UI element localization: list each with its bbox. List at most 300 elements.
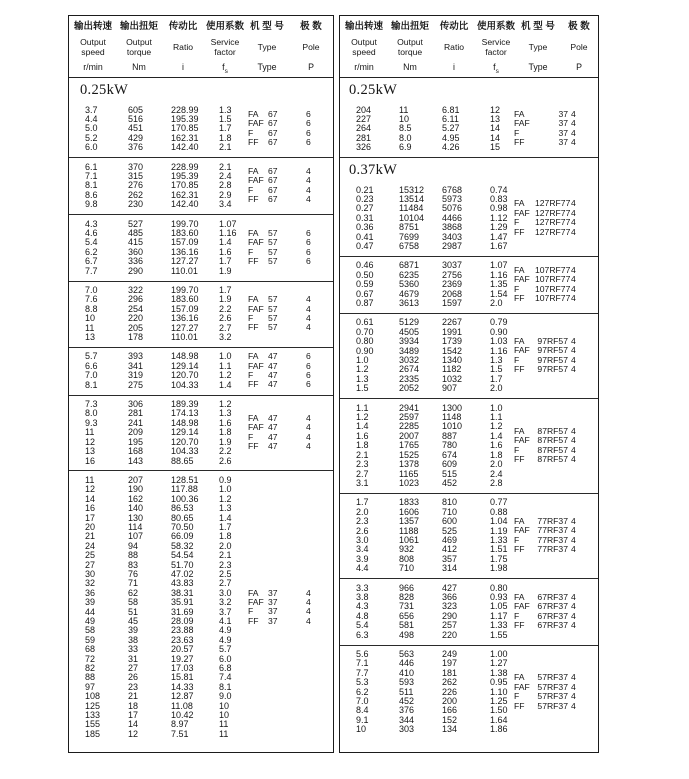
pole-value: 4	[306, 303, 311, 314]
service-factor-cell: 2.8	[490, 477, 503, 488]
output-torque-cell: 303	[399, 724, 415, 735]
ratio-cell: 88.65	[171, 455, 194, 466]
output-speed-cell: 281	[356, 132, 372, 143]
output-speed-cell: 2.7	[356, 468, 369, 479]
output-speed-cell: 3.3	[356, 582, 369, 593]
output-speed-cell: 4.4	[85, 113, 98, 124]
output-torque-cell: 2597	[399, 412, 420, 423]
ratio-cell: 228.99	[171, 161, 199, 172]
output-speed-cell: 13	[85, 332, 96, 343]
col-unit: Type	[528, 62, 548, 72]
output-torque-cell: 8.0	[399, 132, 412, 143]
pole-value: 4	[306, 175, 311, 186]
output-speed-cell: 1.0	[356, 355, 369, 366]
ratio-cell: 887	[442, 430, 458, 441]
type-model: FAF	[248, 175, 264, 186]
service-factor-cell: 2.2	[219, 303, 232, 314]
ratio-cell: 136.16	[171, 313, 199, 324]
output-torque-cell: 360	[128, 246, 144, 257]
col-unit: i	[453, 62, 455, 72]
output-speed-cell: 25	[85, 550, 96, 561]
output-torque-cell: 23	[128, 681, 139, 692]
output-torque-cell: 45	[128, 616, 139, 626]
type-size: 67RF37	[537, 601, 568, 612]
col-service-factor	[205, 20, 245, 75]
ratio-cell: 780	[442, 440, 458, 451]
service-factor-cell: 0.88	[490, 506, 508, 517]
output-torque-cell: 207	[128, 474, 144, 485]
output-speed-cell: 30	[85, 568, 96, 579]
pole-value: 4	[571, 265, 576, 276]
type-size: 97RF57	[537, 336, 568, 347]
type-model: F	[514, 283, 520, 294]
pole-value: 4	[571, 128, 576, 139]
output-speed-cell: 8.1	[85, 180, 98, 191]
output-speed-cell: 39	[85, 597, 96, 608]
type-pole-block	[245, 295, 311, 333]
type-model: FA	[514, 516, 525, 527]
pole-value: 4	[306, 413, 311, 424]
ratio-cell: 183.60	[171, 294, 199, 305]
ratio-cell: 226	[442, 686, 458, 697]
ratio-cell: 3868	[442, 222, 463, 233]
pole-value: 4	[571, 700, 576, 711]
service-factor-cell: 6.0	[219, 653, 232, 664]
output-torque-cell: 6758	[399, 240, 420, 251]
output-torque-cell: 511	[399, 686, 414, 697]
col-header-zh: 输出转速	[344, 21, 383, 32]
type-model: FAF	[248, 237, 264, 248]
ratio-cell: 189.39	[171, 399, 199, 410]
power-rating-title: 0.37kW	[349, 162, 398, 179]
type-model: FF	[514, 293, 525, 304]
output-torque-cell: 3032	[399, 355, 420, 366]
type-size: 37	[558, 128, 568, 139]
service-factor-cell: 2.5	[219, 568, 232, 579]
type-model: FF	[248, 194, 259, 205]
type-size: 67RF37	[537, 610, 568, 621]
ratio-cell: 66.09	[171, 531, 194, 542]
output-torque-cell: 336	[128, 256, 144, 267]
type-size: 127RF77	[535, 208, 571, 219]
pole-value: 4	[571, 516, 576, 527]
col-unit: Nm	[132, 62, 146, 72]
pole-value: 6	[306, 379, 311, 390]
col-header-zh: 使用系数	[205, 21, 244, 32]
type-model: F	[248, 246, 254, 257]
output-speed-cell: 0.23	[356, 193, 374, 204]
ratio-cell: 174.13	[171, 408, 199, 419]
ratio-cell: 120.70	[171, 370, 199, 381]
col-service-factor	[476, 20, 516, 75]
type-model: F	[248, 370, 254, 381]
service-factor-cell: 1.2	[219, 493, 232, 504]
pole-value: 4	[571, 601, 576, 612]
type-model: F	[248, 606, 254, 617]
output-speed-cell: 7.6	[85, 294, 98, 305]
service-factor-cell: 2.4	[219, 170, 232, 181]
ratio-cell: 181	[442, 667, 458, 678]
output-speed-cell: 6.0	[85, 142, 98, 153]
output-speed-cell: 0.90	[356, 345, 374, 356]
output-speed-cell: 9.3	[85, 417, 98, 428]
output-speed-cell: 4.3	[356, 601, 369, 612]
service-factor-cell: 1.3	[219, 104, 232, 115]
pole-value: 4	[571, 118, 576, 129]
service-factor-cell: 3.7	[219, 606, 232, 617]
service-factor-cell: 1.51	[490, 544, 508, 555]
service-factor-cell: 10	[219, 710, 230, 721]
type-model: FAF	[514, 681, 530, 692]
type-size: 47	[268, 413, 278, 424]
service-factor-cell: 1.1	[490, 412, 503, 423]
ratio-cell: 23.63	[171, 634, 194, 645]
type-model: FA	[514, 426, 525, 437]
service-factor-cell: 1.10	[490, 686, 508, 697]
output-torque-cell: 8.5	[399, 123, 412, 134]
output-torque-cell: 1378	[399, 459, 420, 470]
output-speed-cell: 0.70	[356, 326, 374, 337]
ratio-cell: 58.32	[171, 540, 194, 551]
service-factor-cell: 2.7	[219, 578, 232, 589]
service-factor-cell: 2.1	[219, 550, 232, 561]
type-model: FA	[514, 198, 525, 209]
type-size: 67	[268, 175, 278, 186]
col-pole	[560, 20, 598, 75]
type-size: 67	[268, 109, 278, 120]
type-line	[248, 257, 311, 266]
output-torque-cell: 656	[399, 610, 415, 621]
pole-value: 4	[306, 441, 311, 452]
type-model: F	[248, 313, 254, 324]
output-speed-cell: 9.8	[85, 199, 98, 210]
service-factor-cell: 2.1	[219, 161, 232, 172]
pole-value: 6	[306, 227, 311, 238]
service-factor-cell: 2.9	[219, 189, 232, 200]
output-torque-cell: 2007	[399, 430, 420, 441]
col-unit: Type	[257, 62, 277, 72]
output-torque-cell: 10	[399, 113, 410, 124]
ratio-cell: 54.54	[171, 550, 194, 561]
type-model: FAF	[248, 360, 264, 371]
pole-value: 4	[571, 283, 576, 294]
output-speed-cell: 32	[85, 578, 96, 589]
ratio-cell: 127.27	[171, 256, 199, 267]
ratio-cell: 1182	[442, 364, 462, 375]
output-torque-cell: 527	[128, 218, 144, 229]
ratio-cell: 1340	[442, 355, 463, 366]
service-factor-cell: 0.93	[490, 591, 508, 602]
ratio-cell: 200	[442, 696, 458, 707]
output-torque-cell: 10104	[399, 212, 425, 223]
ratio-cell: 162.31	[171, 132, 199, 143]
type-size: 57	[268, 237, 278, 248]
output-speed-cell: 11	[85, 474, 95, 485]
output-torque-cell: 605	[128, 104, 144, 115]
output-torque-cell: 62	[128, 587, 139, 598]
type-line	[248, 195, 311, 204]
service-factor-cell: 1.27	[490, 658, 508, 669]
service-factor-cell: 0.98	[490, 203, 508, 214]
ratio-cell: 4466	[442, 212, 463, 223]
table-header	[340, 16, 598, 78]
output-torque-cell: 296	[128, 294, 144, 305]
output-speed-cell: 0.80	[356, 336, 374, 347]
ratio-cell: 31.69	[171, 606, 194, 617]
type-model: FF	[248, 256, 259, 267]
output-torque-cell: 230	[128, 199, 144, 210]
ratio-cell: 127.27	[171, 322, 199, 333]
type-model: FA	[248, 294, 259, 305]
ratio-group	[340, 398, 598, 493]
type-model: FAF	[514, 525, 530, 536]
ratio-cell: 4.26	[442, 142, 460, 153]
service-factor-cell: 4.9	[219, 634, 232, 645]
output-torque-cell: 452	[399, 696, 415, 707]
pole-value: 6	[306, 370, 311, 381]
service-factor-cell: 1.07	[219, 218, 237, 229]
output-torque-cell: 12	[128, 728, 139, 739]
type-size: 67RF37	[537, 620, 568, 631]
ratio-cell: 2369	[442, 279, 463, 290]
pole-value: 4	[571, 226, 576, 237]
output-speed-cell: 0.46	[356, 260, 374, 271]
service-factor-cell: 3.4	[219, 199, 232, 210]
col-ratio	[161, 20, 205, 75]
service-factor-cell: 2.0	[490, 383, 503, 394]
service-factor-cell: 0.90	[490, 326, 508, 337]
type-size: 47	[268, 379, 278, 390]
type-size: 57RF37	[537, 691, 568, 702]
output-torque-cell: 6.9	[399, 142, 412, 153]
service-factor-cell: 1.7	[219, 123, 232, 134]
output-torque-cell: 18	[128, 700, 139, 711]
output-speed-cell: 0.59	[356, 279, 374, 290]
col-header-en: Service factor	[210, 36, 240, 57]
type-model: FA	[248, 587, 259, 598]
type-model: FA	[248, 413, 259, 424]
ratio-cell: 249	[442, 649, 458, 659]
service-factor-cell: 1.16	[219, 227, 237, 238]
ratio-cell: 170.85	[171, 180, 199, 191]
pole-value: 4	[571, 137, 576, 148]
ratio-group	[69, 470, 333, 743]
service-factor-cell: 1.1	[219, 360, 232, 371]
service-factor-cell: 0.74	[490, 184, 508, 195]
pole-value: 4	[571, 293, 576, 304]
type-pole-block	[512, 110, 576, 148]
ratio-group	[340, 313, 598, 398]
ratio-cell: 129.14	[171, 360, 199, 371]
type-model: FF	[248, 379, 259, 390]
output-torque-cell: 5360	[399, 279, 420, 290]
ratio-cell: 110.01	[171, 332, 198, 343]
type-size: 37	[558, 118, 568, 129]
service-factor-cell: 2.8	[219, 180, 232, 191]
type-model: FA	[514, 672, 525, 683]
output-torque-cell: 306	[128, 399, 144, 410]
service-factor-cell: 2.6	[219, 313, 232, 324]
pole-value: 4	[571, 345, 576, 356]
pole-value: 4	[571, 591, 576, 602]
service-factor-cell: 1.07	[490, 260, 508, 271]
output-torque-cell: 17	[128, 710, 139, 721]
type-line	[514, 455, 576, 464]
service-factor-cell: 1.33	[490, 620, 508, 631]
output-speed-cell: 0.27	[356, 203, 374, 214]
service-factor-cell: 1.5	[219, 113, 232, 124]
ratio-cell: 525	[442, 525, 458, 536]
output-torque-cell: 262	[128, 189, 144, 200]
col-header-zh: 机 型 号	[521, 21, 555, 32]
type-size: 107RF77	[535, 265, 571, 276]
ratio-cell: 1991	[442, 326, 463, 337]
col-pole	[289, 20, 333, 75]
type-size: 57	[268, 294, 278, 305]
type-model: FF	[248, 616, 259, 626]
service-factor-cell: 1.7	[219, 521, 232, 532]
ratio-cell: 5076	[442, 203, 463, 214]
type-line	[248, 362, 311, 371]
output-speed-cell: 7.7	[356, 667, 369, 678]
output-speed-cell: 1.7	[356, 497, 369, 508]
table-body-left	[69, 78, 333, 752]
type-size: 127RF77	[535, 217, 571, 228]
service-factor-cell: 1.86	[490, 724, 508, 735]
ratio-cell: 1542	[442, 345, 463, 356]
type-line	[248, 324, 311, 333]
output-speed-cell: 0.61	[356, 317, 374, 328]
service-factor-cell: 0.77	[490, 497, 508, 508]
pole-value: 4	[571, 198, 576, 209]
output-speed-cell: 4.3	[85, 218, 98, 229]
output-speed-cell: 10	[85, 313, 96, 324]
type-pole-block	[512, 674, 576, 712]
col-unit: P	[308, 62, 314, 72]
service-factor-cell: 2.7	[219, 322, 232, 333]
output-torque-cell: 1165	[399, 468, 419, 479]
ratio-cell: 1597	[442, 298, 463, 308]
service-factor-cell: 0.95	[490, 677, 508, 688]
pole-value: 6	[306, 128, 311, 139]
type-line	[248, 598, 311, 607]
output-torque-cell: 21	[128, 691, 139, 702]
type-line	[514, 545, 576, 554]
col-header-en: Output speed	[80, 36, 106, 57]
output-speed-cell: 125	[85, 700, 101, 711]
output-speed-cell: 2.0	[356, 506, 369, 517]
service-factor-cell: 1.55	[490, 629, 508, 640]
col-unit: r/min	[83, 62, 103, 72]
type-size: 87RF57	[537, 426, 568, 437]
output-torque-cell: 11484	[399, 203, 424, 214]
output-torque-cell: 2285	[399, 421, 420, 432]
output-speed-cell: 13	[85, 446, 96, 457]
type-size: 37	[268, 587, 278, 598]
type-size: 47	[268, 441, 278, 452]
col-unit: Nm	[403, 62, 417, 72]
ratio-cell: 257	[442, 620, 458, 631]
output-speed-cell: 68	[85, 644, 96, 655]
ratio-cell: 38.31	[171, 587, 194, 598]
output-torque-cell: 1061	[399, 534, 420, 545]
service-factor-cell: 1.8	[219, 132, 232, 143]
pole-value: 4	[571, 534, 576, 545]
output-speed-cell: 7.3	[85, 399, 98, 410]
service-factor-cell: 3.2	[219, 597, 232, 608]
ratio-cell: 152	[442, 714, 458, 725]
output-torque-cell: 33	[128, 644, 139, 655]
pole-value: 4	[306, 313, 311, 324]
service-factor-cell: 1.47	[490, 231, 508, 242]
output-speed-cell: 5.6	[356, 649, 369, 659]
pole-value: 4	[306, 431, 311, 442]
col-output-speed	[340, 20, 388, 75]
service-factor-cell: 0.80	[490, 582, 508, 593]
ratio-cell: 170.85	[171, 123, 199, 134]
service-factor-cell: 5.7	[219, 644, 232, 655]
ratio-cell: 1032	[442, 373, 463, 384]
service-factor-cell: 1.8	[490, 449, 503, 460]
type-pole-block	[512, 266, 576, 304]
type-model: F	[514, 355, 520, 366]
output-torque-cell: 344	[399, 714, 415, 725]
service-factor-cell: 13	[490, 113, 501, 124]
type-line	[248, 442, 311, 451]
output-speed-cell: 11	[85, 427, 95, 438]
ratio-group	[69, 281, 333, 347]
output-torque-cell: 209	[128, 427, 144, 438]
output-torque-cell: 88	[128, 550, 139, 561]
col-header-en: Pole	[302, 41, 320, 52]
output-speed-cell: 0.67	[356, 288, 374, 299]
service-factor-cell: 1.00	[490, 649, 508, 659]
output-speed-cell: 326	[356, 142, 372, 153]
output-speed-cell: 14	[85, 493, 96, 504]
service-factor-cell: 1.9	[219, 436, 232, 447]
service-factor-cell: 2.0	[490, 459, 503, 470]
ratio-cell: 600	[442, 516, 458, 527]
ratio-cell: 1300	[442, 402, 463, 413]
output-torque-cell: 5129	[399, 317, 420, 328]
type-model: FA	[514, 336, 525, 347]
output-torque-cell: 1525	[399, 449, 420, 460]
output-speed-cell: 7.0	[85, 370, 98, 381]
pole-value: 4	[571, 691, 576, 702]
service-factor-cell: 1.16	[490, 345, 508, 356]
service-factor-cell: 1.4	[490, 430, 503, 441]
pole-value: 4	[571, 426, 576, 437]
power-section	[340, 157, 598, 739]
output-torque-cell: 4679	[399, 288, 420, 299]
output-torque-cell: 828	[399, 591, 415, 602]
type-pole-block	[512, 427, 576, 465]
ratio-cell: 452	[442, 477, 458, 488]
type-size: 77RF37	[537, 544, 568, 555]
pole-value: 4	[571, 681, 576, 692]
output-torque-cell: 498	[399, 629, 415, 640]
service-factor-cell: 1.2	[490, 421, 503, 432]
output-torque-cell: 76	[128, 568, 139, 579]
output-speed-cell: 3.4	[356, 544, 369, 555]
pole-value: 4	[571, 109, 576, 120]
type-model: FAF	[514, 118, 530, 129]
type-model: FF	[514, 454, 525, 465]
type-pole-block	[245, 352, 311, 390]
pole-value: 4	[571, 217, 576, 228]
type-size: 67	[268, 166, 278, 177]
type-pole-block	[245, 414, 311, 452]
